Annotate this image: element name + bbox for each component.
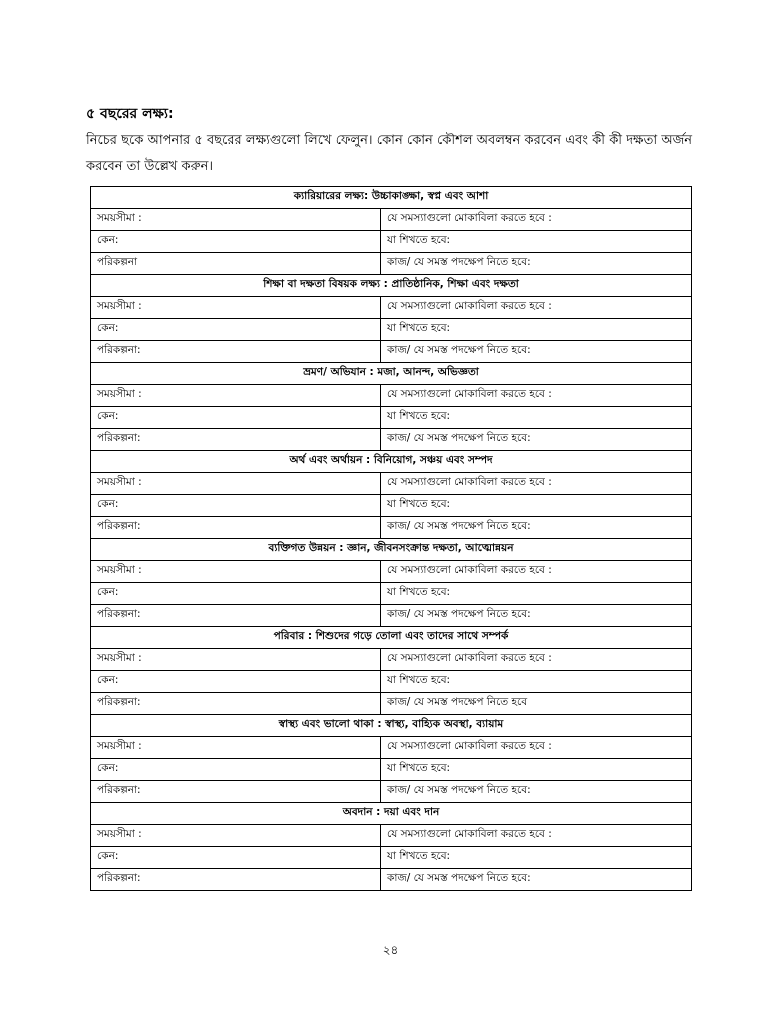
goal-row-label-right: যে সমস্যাগুলো মোকাবিলা করতে হবে :	[381, 297, 692, 319]
goal-section-title-row	[91, 803, 692, 825]
goal-row-label-left: কেন:	[91, 407, 381, 429]
goal-row	[91, 781, 692, 803]
goal-row	[91, 649, 692, 671]
goal-row-label-right: যা শিখতে হবে:	[381, 407, 692, 429]
goal-section-title: অর্থ এবং অর্থায়ন : বিনিয়োগ, সঞ্চয় এবং সম্পদ	[91, 451, 692, 473]
goals-table-body	[91, 187, 692, 891]
goal-row-label-right: যে সমস্যাগুলো মোকাবিলা করতে হবে :	[381, 385, 692, 407]
goal-row-label-left: কেন:	[91, 759, 381, 781]
goal-section-title: পরিবার : শিশুদের গড়ে তোলা এবং তাদের সাথে সম্পর্ক	[91, 627, 692, 649]
goal-row	[91, 869, 692, 891]
goal-section-title: অবদান : দয়া এবং দান	[91, 803, 692, 825]
goal-row-label-right: কাজ/ যে সমস্ত পদক্ষেপ নিতে হবে:	[381, 781, 692, 803]
goal-section-title: ভ্রমণ/ অভিযান : মজা, আনন্দ, অভিজ্ঞতা	[91, 363, 692, 385]
goal-row-label-left: পরিকল্পনা:	[91, 605, 381, 627]
goal-row-label-right: যে সমস্যাগুলো মোকাবিলা করতে হবে :	[381, 737, 692, 759]
goal-row-label-left: কেন:	[91, 231, 381, 253]
goal-row	[91, 847, 692, 869]
goal-row-label-left: কেন:	[91, 671, 381, 693]
goal-row-label-left: কেন:	[91, 319, 381, 341]
goal-row-label-left: সময়সীমা :	[91, 473, 381, 495]
goal-row-label-left: সময়সীমা :	[91, 561, 381, 583]
goal-row-label-right: যা শিখতে হবে:	[381, 495, 692, 517]
goal-row-label-right: যা শিখতে হবে:	[381, 319, 692, 341]
goal-row	[91, 319, 692, 341]
goal-row-label-left: সময়সীমা :	[91, 649, 381, 671]
goal-row-label-left: পরিকল্পনা:	[91, 781, 381, 803]
goal-row-label-right: কাজ/ যে সমস্ত পদক্ষেপ নিতে হবে:	[381, 869, 692, 891]
goal-row-label-left: পরিকল্পনা:	[91, 517, 381, 539]
goal-row	[91, 341, 692, 363]
goal-section-title: ক্যারিয়ারের লক্ষ্য: উচ্চাকাঙ্ক্ষা, স্বপ্ন এবং আশা	[91, 187, 692, 209]
goal-row-label-left: পরিকল্পনা	[91, 253, 381, 275]
instructions-paragraph: নিচের ছকে আপনার ৫ বছরের লক্ষ্যগুলো লিখে ফেলুন। কোন কোন কৌশল অবলম্বন করবেন এবং কী কী দক্ষতা অর্জন করবেন তা উল্লেখ করুন।	[86, 133, 692, 174]
goal-section-title-row	[91, 363, 692, 385]
goal-row-label-right: যা শিখতে হবে:	[381, 671, 692, 693]
goal-row-label-left: পরিকল্পনা:	[91, 693, 381, 715]
goal-row	[91, 253, 692, 275]
goal-row	[91, 605, 692, 627]
goal-section-title-row	[91, 187, 692, 209]
goal-row-label-right: কাজ/ যে সমস্ত পদক্ষেপ নিতে হবে:	[381, 341, 692, 363]
goal-row	[91, 759, 692, 781]
goal-row-label-right: যে সমস্যাগুলো মোকাবিলা করতে হবে :	[381, 649, 692, 671]
goal-section-title-row	[91, 451, 692, 473]
goal-row	[91, 385, 692, 407]
section-heading: ৫ বছরের লক্ষ্য:	[86, 106, 174, 122]
goal-section-title-row	[91, 627, 692, 649]
goal-row-label-right: কাজ/ যে সমস্ত পদক্ষেপ নিতে হবে:	[381, 429, 692, 451]
goal-row-label-right: যা শিখতে হবে:	[381, 759, 692, 781]
goal-section-title-row	[91, 539, 692, 561]
goal-row	[91, 671, 692, 693]
goal-row-label-right: কাজ/ যে সমস্ত পদক্ষেপ নিতে হবে	[381, 693, 692, 715]
goal-row-label-left: পরিকল্পনা:	[91, 429, 381, 451]
goal-row-label-left: কেন:	[91, 847, 381, 869]
goal-row	[91, 825, 692, 847]
goal-row	[91, 297, 692, 319]
goal-section-title: শিক্ষা বা দক্ষতা বিষয়ক লক্ষ্য : প্রাতিষ্ঠানিক, শিক্ষা এবং দক্ষতা	[91, 275, 692, 297]
goal-row	[91, 583, 692, 605]
goal-row-label-right: যে সমস্যাগুলো মোকাবিলা করতে হবে :	[381, 209, 692, 231]
goal-row	[91, 473, 692, 495]
page-number: ২৪	[382, 943, 399, 957]
goal-row-label-left: সময়সীমা :	[91, 385, 381, 407]
goal-row-label-right: যা শিখতে হবে:	[381, 231, 692, 253]
goal-row	[91, 495, 692, 517]
goals-table	[90, 186, 692, 891]
goal-row-label-left: পরিকল্পনা:	[91, 341, 381, 363]
goal-section-title-row	[91, 715, 692, 737]
goal-row-label-left: সময়সীমা :	[91, 297, 381, 319]
goal-row	[91, 737, 692, 759]
goal-row	[91, 693, 692, 715]
goal-row	[91, 231, 692, 253]
goal-row-label-left: কেন:	[91, 495, 381, 517]
goal-row-label-left: সময়সীমা :	[91, 825, 381, 847]
goal-section-title: ব্যক্তিগত উন্নয়ন : জ্ঞান, জীবনসংক্রান্ত দক্ষতা, আত্মোন্নয়ন	[91, 539, 692, 561]
goal-row-label-right: যা শিখতে হবে:	[381, 847, 692, 869]
goal-row	[91, 561, 692, 583]
goal-row-label-right: কাজ/ যে সমস্ত পদক্ষেপ নিতে হবে:	[381, 517, 692, 539]
goal-row-label-right: যে সমস্যাগুলো মোকাবিলা করতে হবে :	[381, 473, 692, 495]
goal-row-label-right: কাজ/ যে সমস্ত পদক্ষেপ নিতে হবে:	[381, 253, 692, 275]
goal-row-label-left: সময়সীমা :	[91, 209, 381, 231]
goal-row	[91, 517, 692, 539]
goal-row	[91, 407, 692, 429]
goal-row-label-right: কাজ/ যে সমস্ত পদক্ষেপ নিতে হবে:	[381, 605, 692, 627]
goal-row-label-right: যে সমস্যাগুলো মোকাবিলা করতে হবে :	[381, 825, 692, 847]
goal-row-label-left: কেন:	[91, 583, 381, 605]
goal-row-label-right: যে সমস্যাগুলো মোকাবিলা করতে হবে :	[381, 561, 692, 583]
goal-row	[91, 429, 692, 451]
goal-row-label-left: পরিকল্পনা:	[91, 869, 381, 891]
goal-section-title-row	[91, 275, 692, 297]
goal-row-label-left: সময়সীমা :	[91, 737, 381, 759]
goal-row	[91, 209, 692, 231]
goal-section-title: স্বাস্থ্য এবং ভালো থাকা : স্বাস্থ্য, বাহ্যিক অবস্থা, ব্যায়াম	[91, 715, 692, 737]
goal-row-label-right: যা শিখতে হবে:	[381, 583, 692, 605]
